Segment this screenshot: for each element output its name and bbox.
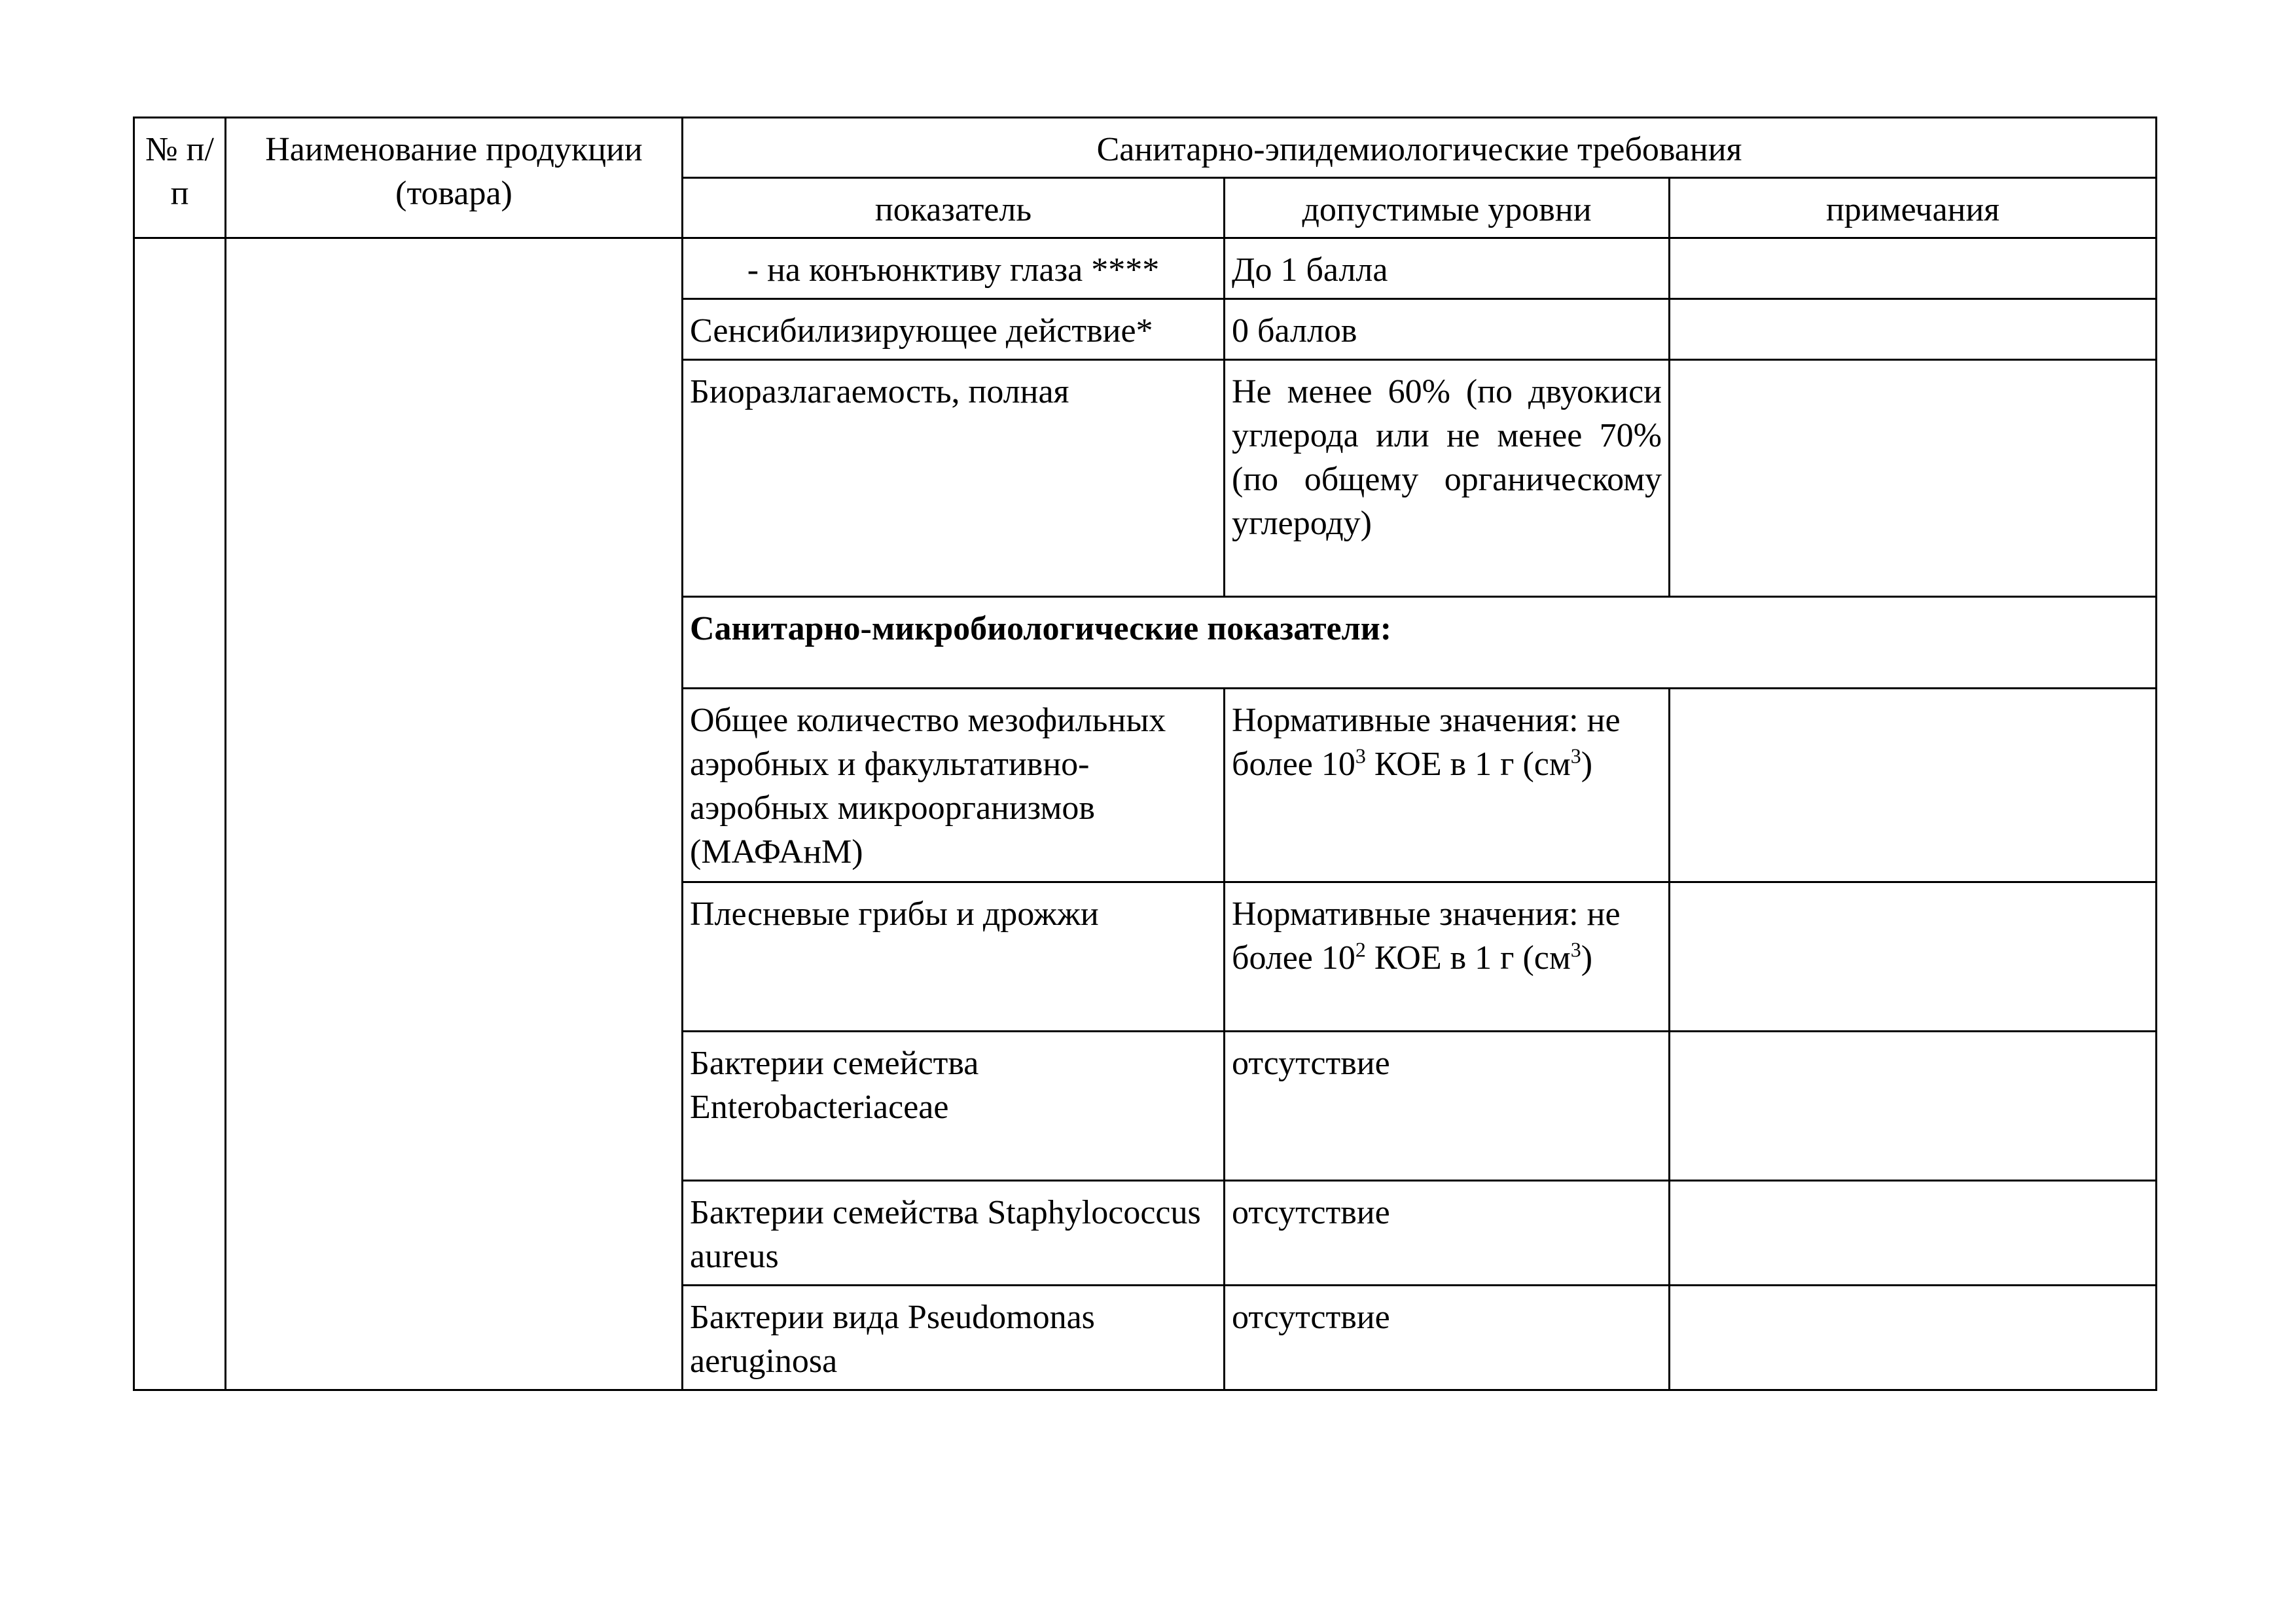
level-cell: отсутствие <box>1225 1032 1670 1181</box>
num-cell <box>134 238 226 1390</box>
level-cell: До 1 балла <box>1225 238 1670 299</box>
indicator-cell: Плесневые грибы и дрожжи <box>683 882 1225 1032</box>
level-cell: отсутствие <box>1225 1181 1670 1286</box>
level-cell: 0 баллов <box>1225 299 1670 360</box>
indicator-cell: Сенсибилизирующее действие* <box>683 299 1225 360</box>
indicator-cell: Общее количество мезофильных аэробных и факультативно-аэробных микроорганизмов (МАФАнМ) <box>683 689 1225 882</box>
level-text: ) <box>1581 746 1593 783</box>
table-row <box>134 238 2157 299</box>
level-cell: Не менее 60% (по двуокиси углерода или не менее 70% (по общему органическому углероду) <box>1225 360 1670 597</box>
note-cell <box>1670 1032 2157 1181</box>
header-requirements: Санитарно-эпидемиологические требования <box>683 118 2157 178</box>
exponent: 2 <box>1355 937 1366 962</box>
level-text: Нормативные значения: не более 10 <box>1232 895 1621 977</box>
level-text: ) <box>1581 939 1593 977</box>
level-text: Нормативные значения: не более 10 <box>1232 702 1621 783</box>
level-text: КОЕ в 1 г (см <box>1365 939 1571 977</box>
header-num: № п/п <box>134 118 226 238</box>
header-levels: допустимые уровни <box>1225 178 1670 238</box>
section-heading: Санитарно-микробиологические показатели: <box>683 597 2157 689</box>
requirements-table <box>133 117 2157 1391</box>
level-cell: отсутствие <box>1225 1286 1670 1390</box>
level-text: КОЕ в 1 г (см <box>1365 746 1571 783</box>
note-cell <box>1670 689 2157 882</box>
indicator-cell: Бактерии семейства Enterobacteriaceae <box>683 1032 1225 1181</box>
exponent: 3 <box>1570 937 1581 962</box>
note-cell <box>1670 360 2157 597</box>
header-notes: примечания <box>1670 178 2157 238</box>
header-product: Наименование продукции (товара) <box>226 118 683 238</box>
note-cell <box>1670 1286 2157 1390</box>
note-cell <box>1670 882 2157 1032</box>
note-cell <box>1670 238 2157 299</box>
level-cell <box>1225 882 1670 1032</box>
exponent: 3 <box>1570 744 1581 768</box>
indicator-cell: - на конъюнктиву глаза **** <box>683 238 1225 299</box>
header-row-1 <box>134 118 2157 178</box>
note-cell <box>1670 1181 2157 1286</box>
level-cell <box>1225 689 1670 882</box>
header-indicator: показатель <box>683 178 1225 238</box>
exponent: 3 <box>1355 744 1366 768</box>
indicator-cell: Биоразлагаемость, полная <box>683 360 1225 597</box>
note-cell <box>1670 299 2157 360</box>
indicator-cell: Бактерии вида Pseudomonas aeruginosa <box>683 1286 1225 1390</box>
indicator-cell: Бактерии семейства Staphylococcus aureus <box>683 1181 1225 1286</box>
product-cell <box>226 238 683 1390</box>
